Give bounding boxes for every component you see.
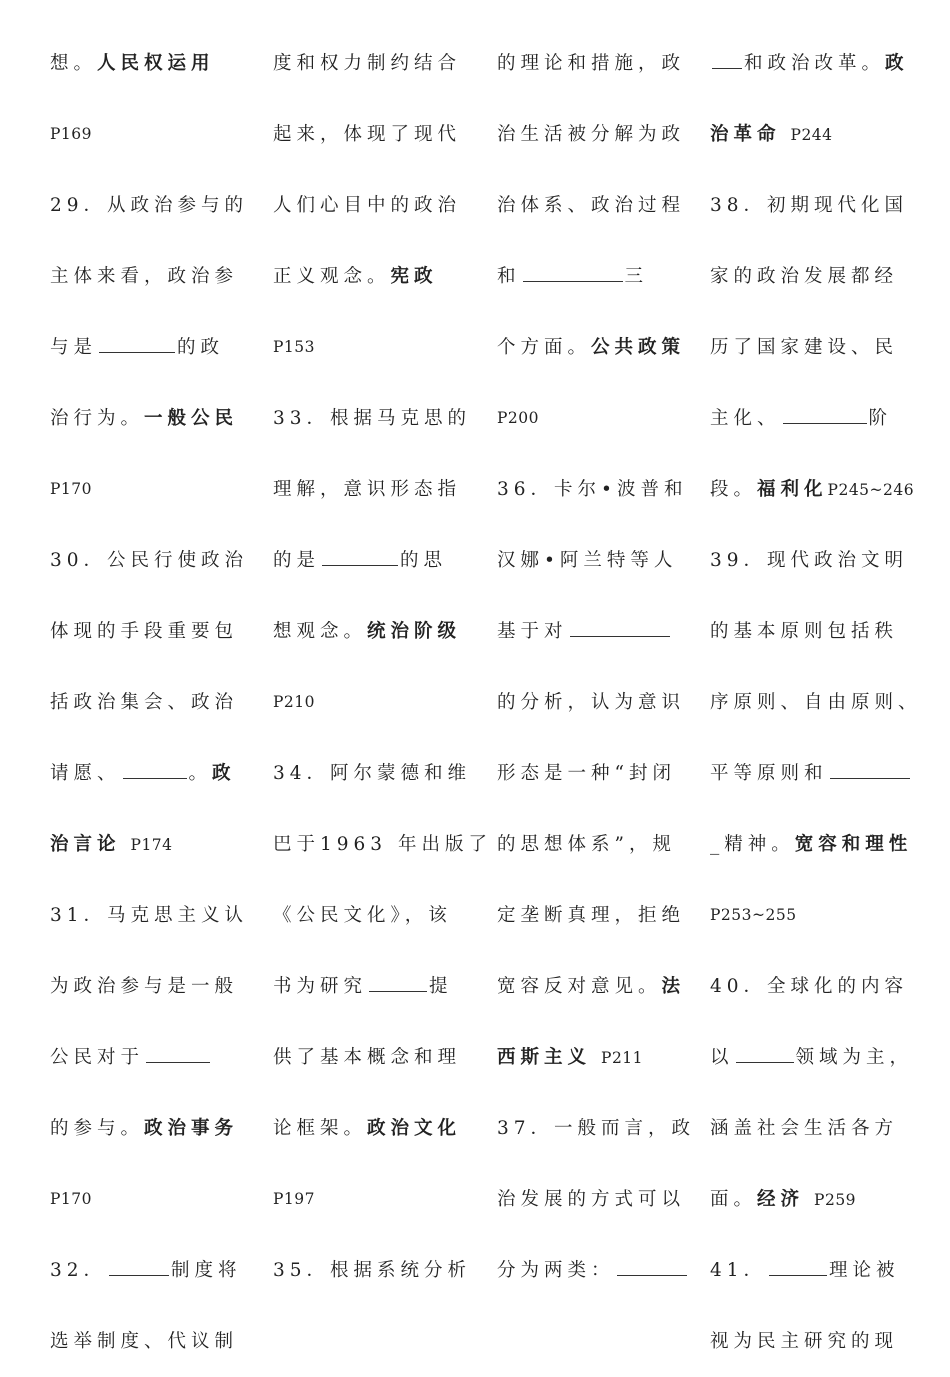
question-text: 供了基本概念和理 <box>273 1047 462 1068</box>
text-line <box>50 99 240 170</box>
question-text: 主化、 <box>710 408 781 429</box>
text-line <box>497 99 687 170</box>
text-line <box>50 1235 240 1306</box>
question-text: 的思想体系”，规 <box>497 834 676 855</box>
text-line <box>710 1093 900 1164</box>
question-text: 41． <box>710 1260 768 1281</box>
text-line <box>710 28 909 99</box>
answer-blank <box>109 1261 169 1276</box>
text-line <box>710 738 900 809</box>
question-text: 理论被 <box>829 1260 900 1281</box>
text-line <box>710 1022 914 1093</box>
answer-text: 政治事务 <box>144 1118 239 1139</box>
question-text: 选举制度、代议制 <box>50 1331 239 1352</box>
question-text: 制度将 <box>171 1260 242 1281</box>
text-line <box>273 241 463 312</box>
text-line <box>497 383 687 454</box>
text-line <box>497 525 687 596</box>
answer-text: 政治文化 <box>367 1118 462 1139</box>
question-text: 33．根据马克思的 <box>273 408 472 429</box>
text-line <box>50 170 249 241</box>
question-text: 领域为主， <box>795 1047 914 1068</box>
text-line <box>497 241 687 312</box>
text-line <box>273 1022 463 1093</box>
text-line <box>273 596 463 667</box>
text-line <box>273 525 463 596</box>
text-line <box>273 170 463 241</box>
text-line <box>497 880 687 951</box>
question-text: 想观念。 <box>273 621 368 642</box>
text-line <box>273 738 472 809</box>
question-text: 三 <box>624 266 649 287</box>
answer-text: 宪政 <box>390 266 438 287</box>
answer-text: 政 <box>885 53 909 74</box>
text-line <box>497 596 687 667</box>
question-text: 和政治改革。 <box>744 53 886 74</box>
answer-text: 统治阶级 <box>367 621 462 642</box>
question-text: 历了国家建设、民 <box>710 337 899 358</box>
question-text: 31．马克思主义认 <box>50 905 249 926</box>
text-line <box>273 312 463 383</box>
page-reference: P153 <box>273 338 316 356</box>
text-line <box>273 1164 463 1235</box>
text-line <box>497 667 687 738</box>
question-text: 35．根据系统分析 <box>273 1260 472 1281</box>
answer-blank <box>99 338 175 353</box>
text-line <box>273 383 472 454</box>
answer-text: 法 <box>661 976 686 997</box>
question-text: 涵盖社会生活各方 <box>710 1118 899 1139</box>
answer-blank <box>369 977 427 992</box>
question-text: 面。 <box>710 1189 758 1210</box>
text-line <box>497 1022 687 1093</box>
text-line <box>710 667 922 738</box>
text-line <box>50 1093 240 1164</box>
text-line <box>710 880 900 951</box>
column-2 <box>273 28 492 1306</box>
question-text: 括政治集会、政治 <box>50 692 239 713</box>
answer-text: 福利化 <box>757 479 828 500</box>
question-text: 定垄断真理，拒绝 <box>497 905 686 926</box>
question-text: 的政 <box>177 337 225 358</box>
question-text: 段。 <box>710 479 758 500</box>
question-text: 视为民主研究的现 <box>710 1331 899 1352</box>
question-text: 人们心目中的政治 <box>273 195 462 216</box>
page-reference: P253~255 <box>710 906 797 924</box>
text-line <box>50 312 240 383</box>
question-text: 30．公民行使政治 <box>50 550 249 571</box>
text-line <box>497 28 687 99</box>
text-line <box>710 454 915 525</box>
page-reference: P169 <box>50 125 93 143</box>
text-line <box>50 241 240 312</box>
text-line <box>50 738 240 809</box>
question-text: 29．从政治参与的 <box>50 195 249 216</box>
answer-text: 治革命 <box>710 124 781 145</box>
column-1 <box>50 28 249 1377</box>
text-line <box>497 738 687 809</box>
answer-blank <box>123 764 187 779</box>
question-text: 主体来看，政治参 <box>50 266 239 287</box>
text-line <box>50 880 249 951</box>
question-text: 。 <box>188 763 213 784</box>
text-line <box>273 1235 472 1306</box>
question-text: 39．现代政治文明 <box>710 550 909 571</box>
question-text: 以 <box>710 1047 734 1068</box>
question-text: 34．阿尔蒙德和维 <box>273 763 472 784</box>
text-line <box>50 28 240 99</box>
answer-text: 宽容和理性 <box>794 834 913 855</box>
question-text: 为政治参与是一般 <box>50 976 239 997</box>
page-reference: P170 <box>50 480 93 498</box>
page-reference: P244 <box>790 126 833 144</box>
answer-text: 一般公民 <box>144 408 239 429</box>
text-line <box>50 809 240 880</box>
question-text: 宽容反对意见。 <box>497 976 662 997</box>
question-text: 阶 <box>868 408 893 429</box>
text-line <box>497 1235 687 1306</box>
column-3 <box>497 28 696 1306</box>
answer-blank <box>783 409 867 424</box>
answer-blank <box>570 622 670 637</box>
text-line <box>710 170 909 241</box>
page-reference: P211 <box>601 1049 644 1067</box>
answer-blank <box>769 1261 827 1276</box>
question-text: 32． <box>50 1260 108 1281</box>
question-text: 治发展的方式可以 <box>497 1189 686 1210</box>
answer-text: 公共政策 <box>591 337 686 358</box>
text-line <box>273 667 463 738</box>
text-line <box>710 951 909 1022</box>
question-text: 请愿、 <box>50 763 121 784</box>
page-reference: P259 <box>814 1191 857 1209</box>
question-text: 37．一般而言，政 <box>497 1118 696 1139</box>
question-text: 治体系、政治过程 <box>497 195 686 216</box>
page-reference: P174 <box>130 836 173 854</box>
text-line <box>710 383 900 454</box>
page-reference: P245~246 <box>827 481 915 499</box>
question-text: 38．初期现代化国 <box>710 195 909 216</box>
page-reference: P200 <box>497 409 540 427</box>
text-line <box>497 1093 696 1164</box>
answer-blank <box>322 551 398 566</box>
page-reference: P210 <box>273 693 316 711</box>
answer-blank <box>736 1048 794 1063</box>
question-text: 的参与。 <box>50 1118 145 1139</box>
question-text: 的是 <box>273 550 321 571</box>
question-text: 巴于1963 年出版了 <box>273 834 492 855</box>
question-text: 个方面。 <box>497 337 592 358</box>
text-line <box>710 241 900 312</box>
text-line <box>710 596 900 667</box>
question-text: 度和权力制约结合 <box>273 53 462 74</box>
answer-text: 政 <box>212 763 236 784</box>
question-text: 《公民文化》，该 <box>273 905 452 926</box>
page-reference: P197 <box>273 1190 316 1208</box>
text-line <box>497 809 687 880</box>
text-line <box>50 454 240 525</box>
text-line <box>710 312 900 383</box>
answer-blank <box>523 267 623 282</box>
text-line <box>710 525 909 596</box>
question-text: 家的政治发展都经 <box>710 266 899 287</box>
question-text: 公民对于 <box>50 1047 145 1068</box>
question-text: 与是 <box>50 337 98 358</box>
page-reference: P170 <box>50 1190 93 1208</box>
answer-blank <box>830 764 910 779</box>
text-line <box>710 99 900 170</box>
question-text: 治生活被分解为政 <box>497 124 686 145</box>
text-line <box>710 809 913 880</box>
text-line <box>50 596 240 667</box>
text-line <box>710 1164 900 1235</box>
question-text: 的思 <box>400 550 448 571</box>
question-text: 40．全球化的内容 <box>710 976 909 997</box>
answer-text: 西斯主义 <box>497 1047 592 1068</box>
answer-text: 人民权运用 <box>97 53 215 74</box>
question-text: 平等原则和 <box>710 763 828 784</box>
answer-text: 治言论 <box>50 834 121 855</box>
answer-blank <box>146 1048 210 1063</box>
question-text: 的分析，认为意识 <box>497 692 686 713</box>
text-line <box>273 880 463 951</box>
question-text: 形态是一种“封闭 <box>497 763 676 784</box>
answer-blank <box>712 54 742 69</box>
text-line <box>273 99 463 170</box>
answer-blank <box>617 1261 687 1276</box>
question-text: 想。 <box>50 53 98 74</box>
text-line <box>710 1306 900 1377</box>
question-text: 体现的手段重要包 <box>50 621 239 642</box>
text-line <box>497 454 687 525</box>
text-line <box>497 170 687 241</box>
text-line <box>50 525 249 596</box>
question-text: 基于对 <box>497 621 568 642</box>
text-line <box>273 951 463 1022</box>
text-line <box>50 1164 240 1235</box>
text-line <box>50 383 240 454</box>
text-line <box>50 951 240 1022</box>
text-line <box>50 667 240 738</box>
text-line <box>497 1164 687 1235</box>
question-text: _精神。 <box>710 834 795 855</box>
text-line <box>50 1022 240 1093</box>
question-text: 正义观念。 <box>273 266 391 287</box>
text-line <box>497 951 687 1022</box>
question-text: 序原则、自由原则、 <box>710 692 922 713</box>
text-line <box>497 312 687 383</box>
text-line <box>710 1235 900 1306</box>
text-line <box>50 1306 240 1377</box>
text-line <box>273 28 463 99</box>
question-text: 汉娜•阿兰特等人 <box>497 550 678 571</box>
question-text: 治行为。 <box>50 408 145 429</box>
column-4 <box>710 28 922 1377</box>
answer-text: 经济 <box>757 1189 805 1210</box>
text-line <box>273 454 463 525</box>
question-text: 论框架。 <box>273 1118 368 1139</box>
text-line <box>273 809 492 880</box>
question-text: 36．卡尔•波普和 <box>497 479 688 500</box>
question-text: 和 <box>497 266 521 287</box>
question-text: 的基本原则包括秩 <box>710 621 899 642</box>
question-text: 理解，意识形态指 <box>273 479 462 500</box>
question-text: 的理论和措施，政 <box>497 53 686 74</box>
text-line <box>273 1093 463 1164</box>
question-text: 书为研究 <box>273 976 368 997</box>
question-text: 分为两类： <box>497 1260 615 1281</box>
question-text: 起来，体现了现代 <box>273 124 462 145</box>
question-text: 提 <box>429 976 453 997</box>
